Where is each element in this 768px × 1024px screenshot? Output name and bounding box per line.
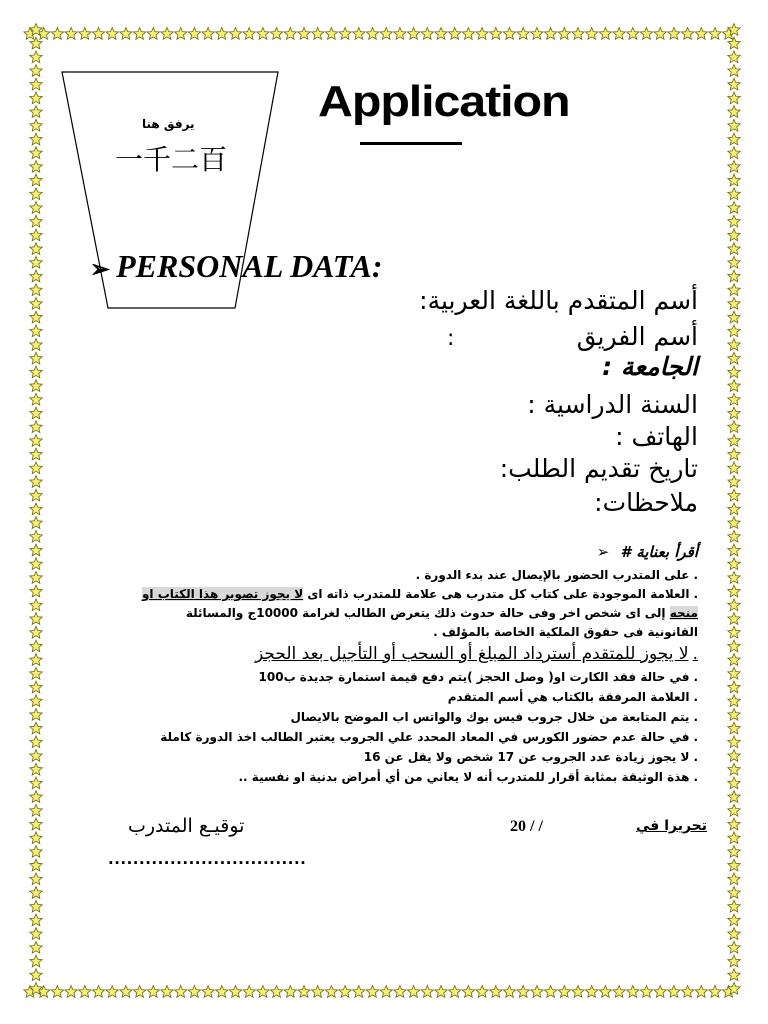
star-icon <box>654 28 666 40</box>
star-icon <box>30 626 42 638</box>
star-icon <box>30 887 42 899</box>
star-icon <box>654 986 666 998</box>
star-icon <box>30 763 42 775</box>
star-icon <box>30 750 42 762</box>
star-icon <box>30 448 42 460</box>
star-icon <box>728 558 740 570</box>
star-icon <box>30 339 42 351</box>
star-icon <box>284 986 296 998</box>
star-icon <box>229 28 241 40</box>
star-icon <box>640 28 652 40</box>
star-icon <box>599 28 611 40</box>
star-icon <box>613 28 625 40</box>
star-icon <box>270 986 282 998</box>
photo-label: يرفق هنا <box>142 117 195 131</box>
star-icon <box>394 28 406 40</box>
star-icon <box>728 119 740 131</box>
star-icon <box>449 986 461 998</box>
highlighted-text: منحه <box>669 606 698 620</box>
star-icon <box>339 28 351 40</box>
star-icon <box>728 229 740 241</box>
star-icon <box>30 393 42 405</box>
star-icon <box>30 188 42 200</box>
title-underline <box>360 142 462 145</box>
notes-heading-text: أقرأ بعناية # <box>620 543 698 561</box>
star-icon <box>503 986 515 998</box>
star-icon <box>728 763 740 775</box>
field-academic-year: السنة الدراسية : <box>527 390 698 419</box>
star-icon <box>216 986 228 998</box>
star-icon <box>30 791 42 803</box>
star-icon <box>728 37 740 49</box>
star-icon <box>728 161 740 173</box>
star-icon <box>728 585 740 597</box>
note-item: .لا يجوز زيادة عدد الجروب عن 17 شخص ولا يقل عن 16 <box>363 750 698 764</box>
date-label: تحريرا في <box>636 818 708 834</box>
star-icon <box>544 28 556 40</box>
star-icon <box>728 476 740 488</box>
star-icon <box>517 986 529 998</box>
star-icon <box>728 106 740 118</box>
star-icon <box>728 599 740 611</box>
star-icon <box>627 28 639 40</box>
star-icon <box>728 174 740 186</box>
star-icon <box>325 986 337 998</box>
field-notes: ملاحظات: <box>594 488 698 517</box>
star-icon <box>257 28 269 40</box>
star-icon <box>30 736 42 748</box>
star-icon <box>586 28 598 40</box>
star-icon <box>30 78 42 90</box>
star-icon <box>728 572 740 584</box>
star-icon <box>30 298 42 310</box>
star-icon <box>544 986 556 998</box>
star-icon <box>728 722 740 734</box>
star-icon <box>30 503 42 515</box>
star-icon <box>284 28 296 40</box>
star-icon <box>558 28 570 40</box>
star-icon <box>728 667 740 679</box>
note-item: .العلامة المرفقة بالكتاب هي أسم المتقدم <box>447 690 698 704</box>
note-item: .يتم المتابعة من خلال جروب فيس بوك والواتس اب الموضح بالايصال <box>290 710 698 724</box>
star-icon <box>728 530 740 542</box>
star-icon <box>79 28 91 40</box>
star-icon <box>728 503 740 515</box>
star-icon <box>476 986 488 998</box>
star-icon <box>133 986 145 998</box>
star-icon <box>30 818 42 830</box>
star-icon <box>728 65 740 77</box>
star-icon <box>30 476 42 488</box>
star-icon <box>695 28 707 40</box>
signature-line: ................................ <box>108 850 307 868</box>
star-icon <box>30 777 42 789</box>
star-icon <box>120 28 132 40</box>
star-icon <box>79 986 91 998</box>
star-icon <box>728 914 740 926</box>
star-icon <box>728 900 740 912</box>
note-item: .العلامة الموجودة على كتاب كل متدرب هى علامة للمتدرب ذاته اى لا يجوز تصوير هذا الكتاب او <box>141 587 698 601</box>
star-icon <box>30 366 42 378</box>
star-icon <box>216 28 228 40</box>
highlighted-text: لا يجوز تصوير هذا الكتاب او <box>141 587 304 601</box>
star-icon <box>728 681 740 693</box>
star-border-top <box>22 24 750 44</box>
star-icon <box>728 421 740 433</box>
star-icon <box>30 667 42 679</box>
note-item: .في حالة فقد الكارت او( وصل الحجز )يتم دفع قيمة استمارة جديدة ب100 <box>258 670 698 684</box>
star-icon <box>728 695 740 707</box>
star-border-bottom <box>22 982 750 1002</box>
star-icon <box>353 986 365 998</box>
star-icon <box>728 325 740 337</box>
star-icon <box>421 986 433 998</box>
star-icon <box>243 28 255 40</box>
star-icon <box>728 709 740 721</box>
star-icon <box>30 380 42 392</box>
star-icon <box>728 78 740 90</box>
star-icon <box>728 215 740 227</box>
star-icon <box>503 28 515 40</box>
star-icon <box>147 986 159 998</box>
star-icon <box>728 462 740 474</box>
star-icon <box>728 846 740 858</box>
star-icon <box>30 832 42 844</box>
star-icon <box>728 955 740 967</box>
star-icon <box>728 256 740 268</box>
star-icon <box>627 986 639 998</box>
star-icon <box>668 986 680 998</box>
star-icon <box>709 986 721 998</box>
star-icon <box>30 161 42 173</box>
star-icon <box>30 722 42 734</box>
star-icon <box>517 28 529 40</box>
star-icon <box>30 37 42 49</box>
star-icon <box>65 28 77 40</box>
star-icon <box>30 462 42 474</box>
star-icon <box>229 986 241 998</box>
star-icon <box>421 28 433 40</box>
star-icon <box>30 654 42 666</box>
star-icon <box>92 28 104 40</box>
star-icon <box>728 133 740 145</box>
star-icon <box>728 393 740 405</box>
star-icon <box>728 311 740 323</box>
star-icon <box>613 986 625 998</box>
star-icon <box>30 24 42 36</box>
star-icon <box>728 777 740 789</box>
star-icon <box>728 750 740 762</box>
star-icon <box>728 51 740 63</box>
star-icon <box>202 986 214 998</box>
star-icon <box>51 28 63 40</box>
star-icon <box>106 986 118 998</box>
star-icon <box>531 986 543 998</box>
star-icon <box>30 941 42 953</box>
star-icon <box>728 544 740 556</box>
star-icon <box>30 709 42 721</box>
star-icon <box>728 339 740 351</box>
star-icon <box>30 119 42 131</box>
star-icon <box>30 544 42 556</box>
star-icon <box>728 298 740 310</box>
star-icon <box>728 380 740 392</box>
star-icon <box>728 517 740 529</box>
star-icon <box>728 407 740 419</box>
star-icon <box>312 28 324 40</box>
star-icon <box>30 65 42 77</box>
star-icon <box>106 28 118 40</box>
star-icon <box>728 804 740 816</box>
star-icon <box>30 585 42 597</box>
star-icon <box>312 986 324 998</box>
star-icon <box>681 986 693 998</box>
star-icon <box>65 986 77 998</box>
star-icon <box>728 626 740 638</box>
star-icon <box>728 366 740 378</box>
star-icon <box>394 986 406 998</box>
star-icon <box>728 983 740 995</box>
star-icon <box>30 325 42 337</box>
star-icon <box>728 92 740 104</box>
field-phone: الهاتف : <box>615 422 698 451</box>
page-title: Application <box>318 77 570 126</box>
star-icon <box>92 986 104 998</box>
star-icon <box>728 640 740 652</box>
star-icon <box>30 147 42 159</box>
star-icon <box>30 572 42 584</box>
star-icon <box>257 986 269 998</box>
note-item: .في حالة عدم حضور الكورس في المعاد المحدد علي الجروب يعتبر الطالب اخذ الدورة كاملة <box>160 730 698 744</box>
star-icon <box>30 983 42 995</box>
star-icon <box>30 873 42 885</box>
star-icon <box>298 28 310 40</box>
star-icon <box>30 558 42 570</box>
photo-value: 一千二百 <box>115 143 228 176</box>
notes-heading <box>597 543 698 561</box>
star-icon <box>147 28 159 40</box>
star-icon <box>30 517 42 529</box>
star-icon <box>30 92 42 104</box>
star-icon <box>161 986 173 998</box>
field-team-name: أسم الفريق <box>576 322 698 351</box>
star-icon <box>407 28 419 40</box>
star-icon <box>188 986 200 998</box>
star-icon <box>668 28 680 40</box>
star-icon <box>380 28 392 40</box>
star-icon <box>120 986 132 998</box>
star-icon <box>30 133 42 145</box>
star-icon <box>30 311 42 323</box>
star-icon <box>558 986 570 998</box>
star-icon <box>728 489 740 501</box>
star-icon <box>30 174 42 186</box>
star-icon <box>30 914 42 926</box>
star-icon <box>728 873 740 885</box>
star-icon <box>728 284 740 296</box>
star-icon <box>175 28 187 40</box>
star-icon <box>188 28 200 40</box>
star-icon <box>728 654 740 666</box>
star-border-left <box>26 22 46 1000</box>
star-icon <box>30 284 42 296</box>
star-icon <box>30 928 42 940</box>
star-icon <box>325 28 337 40</box>
star-icon <box>175 986 187 998</box>
star-icon <box>30 846 42 858</box>
star-icon <box>728 832 740 844</box>
star-icon <box>572 986 584 998</box>
star-icon <box>728 859 740 871</box>
star-icon <box>728 147 740 159</box>
note-item: .هذة الوثيقة بمثابة أقرار للمتدرب أنه لا يعاني من أي أمراض بدنية او نفسية .. <box>238 770 698 784</box>
star-icon <box>728 270 740 282</box>
star-icon <box>407 986 419 998</box>
note-item: منحه إلى اى شخص اخر وفى حالة حدوث ذلك يتعرض الطالب لغرامة 10000ج والمسائلة <box>185 606 698 620</box>
date-value: 20 / / <box>510 818 543 835</box>
star-icon <box>695 986 707 998</box>
star-border-right <box>724 22 744 1000</box>
star-icon <box>30 256 42 268</box>
star-icon <box>30 407 42 419</box>
star-icon <box>640 986 652 998</box>
star-icon <box>30 695 42 707</box>
star-icon <box>449 28 461 40</box>
star-icon <box>30 202 42 214</box>
star-icon <box>30 243 42 255</box>
star-icon <box>339 986 351 998</box>
star-icon <box>30 900 42 912</box>
star-icon <box>728 24 740 36</box>
section-heading <box>90 250 383 282</box>
star-icon <box>30 229 42 241</box>
star-icon <box>728 352 740 364</box>
star-icon <box>30 681 42 693</box>
star-icon <box>728 448 740 460</box>
star-icon <box>30 640 42 652</box>
star-icon <box>728 791 740 803</box>
star-icon <box>728 887 740 899</box>
note-item: القانونية فى حقوق الملكية الخاصة بالمؤلف . <box>433 625 698 639</box>
star-icon <box>30 215 42 227</box>
star-icon <box>366 28 378 40</box>
star-icon <box>709 28 721 40</box>
star-icon <box>30 599 42 611</box>
star-icon <box>161 28 173 40</box>
star-icon <box>435 986 447 998</box>
star-icon <box>202 28 214 40</box>
star-icon <box>728 928 740 940</box>
field-team-colon: : <box>447 326 455 351</box>
star-icon <box>728 613 740 625</box>
star-icon <box>30 969 42 981</box>
star-icon <box>30 270 42 282</box>
star-icon <box>366 986 378 998</box>
star-icon <box>728 435 740 447</box>
star-icon <box>531 28 543 40</box>
star-icon <box>728 188 740 200</box>
star-icon <box>243 986 255 998</box>
star-icon <box>133 28 145 40</box>
star-icon <box>728 243 740 255</box>
arrow-bullet-icon: ➢ <box>90 257 111 283</box>
star-icon <box>30 530 42 542</box>
star-icon <box>30 955 42 967</box>
star-icon <box>30 859 42 871</box>
star-icon <box>599 986 611 998</box>
star-icon <box>30 352 42 364</box>
field-applicant-name: أسم المتقدم باللغة العربية: <box>419 286 698 315</box>
star-icon <box>435 28 447 40</box>
star-icon <box>728 818 740 830</box>
star-icon <box>380 986 392 998</box>
section-title: PERSONAL DATA: <box>116 248 383 284</box>
star-icon <box>490 28 502 40</box>
star-icon <box>728 941 740 953</box>
star-icon <box>490 986 502 998</box>
star-icon <box>462 986 474 998</box>
star-icon <box>353 28 365 40</box>
signature-label: توقيـع المتدرب <box>128 815 245 837</box>
note-item-emphasis: .لا يجوز للمتقدم أسترداد المبلغ أو السحب أو التأجيل بعد الحجز <box>255 644 698 664</box>
star-icon <box>586 986 598 998</box>
star-icon <box>30 613 42 625</box>
star-icon <box>30 435 42 447</box>
field-application-date: تاريخ تقديم الطلب: <box>499 454 698 483</box>
star-icon <box>728 969 740 981</box>
star-icon <box>476 28 488 40</box>
star-icon <box>51 986 63 998</box>
star-icon <box>30 489 42 501</box>
note-item: .على المتدرب الحضور بالإيصال عند بدء الدورة . <box>415 568 698 582</box>
star-icon <box>270 28 282 40</box>
arrow-bullet-icon: ➢ <box>596 543 610 561</box>
star-icon <box>30 421 42 433</box>
star-icon <box>30 804 42 816</box>
star-icon <box>462 28 474 40</box>
star-icon <box>572 28 584 40</box>
star-icon <box>30 51 42 63</box>
star-icon <box>728 202 740 214</box>
star-icon <box>30 106 42 118</box>
star-icon <box>681 28 693 40</box>
star-icon <box>298 986 310 998</box>
field-university: الجامعة : <box>602 352 698 381</box>
star-icon <box>728 736 740 748</box>
